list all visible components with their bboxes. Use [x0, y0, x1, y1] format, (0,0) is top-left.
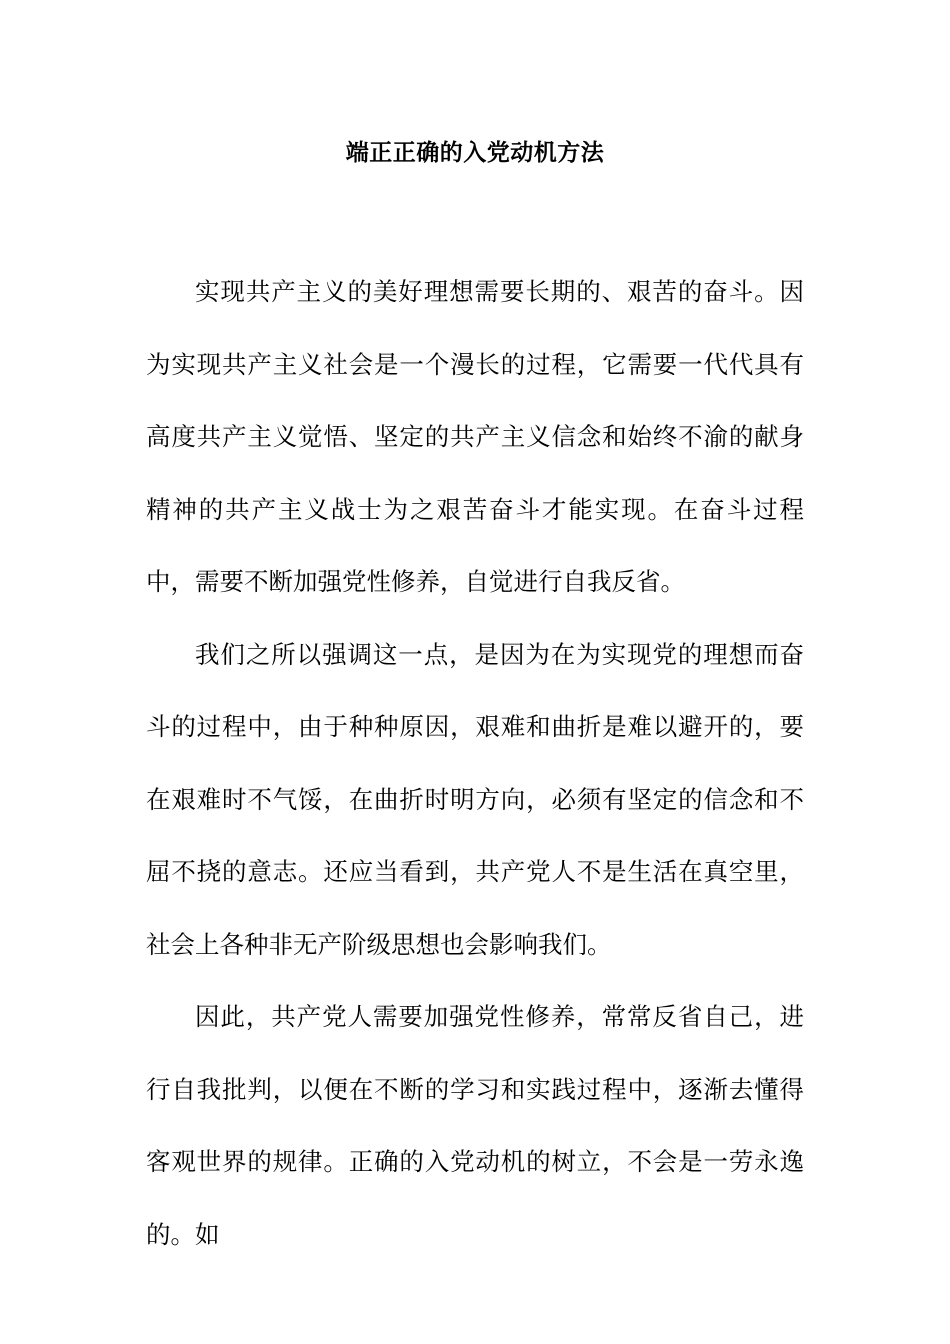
- paragraph-3: 因此，共产党人需要加强党性修养，常常反省自己，进行自我批判，以便在不断的学习和实践过程中，逐渐去懂得客观世界的规律。正确的入党动机的树立，不会是一劳永逸的。如: [146, 1002, 804, 1249]
- paragraph-1: 实现共产主义的美好理想需要长期的、艰苦的奋斗。因为实现共产主义社会是一个漫长的过程，它需要一代代具有高度共产主义觉悟、坚定的共产主义信念和始终不渝的献身精神的共产主义战士为之艰苦奋斗才能实现。在奋斗过程中，需要不断加强党性修养，自觉进行自我反省。: [146, 277, 804, 596]
- paragraph-2: 我们之所以强调这一点，是因为在为实现党的理想而奋斗的过程中，由于种种原因，艰难和曲折是难以避开的，要在艰难时不气馁，在曲折时明方向，必须有坚定的信念和不屈不挠的意志。还应当看到，共产党人不是生活在真空里，社会上各种非无产阶级思想也会影响我们。: [146, 639, 804, 959]
- document-title: 端正正确的入党动机方法: [345, 139, 605, 166]
- document-body: [146, 256, 804, 1271]
